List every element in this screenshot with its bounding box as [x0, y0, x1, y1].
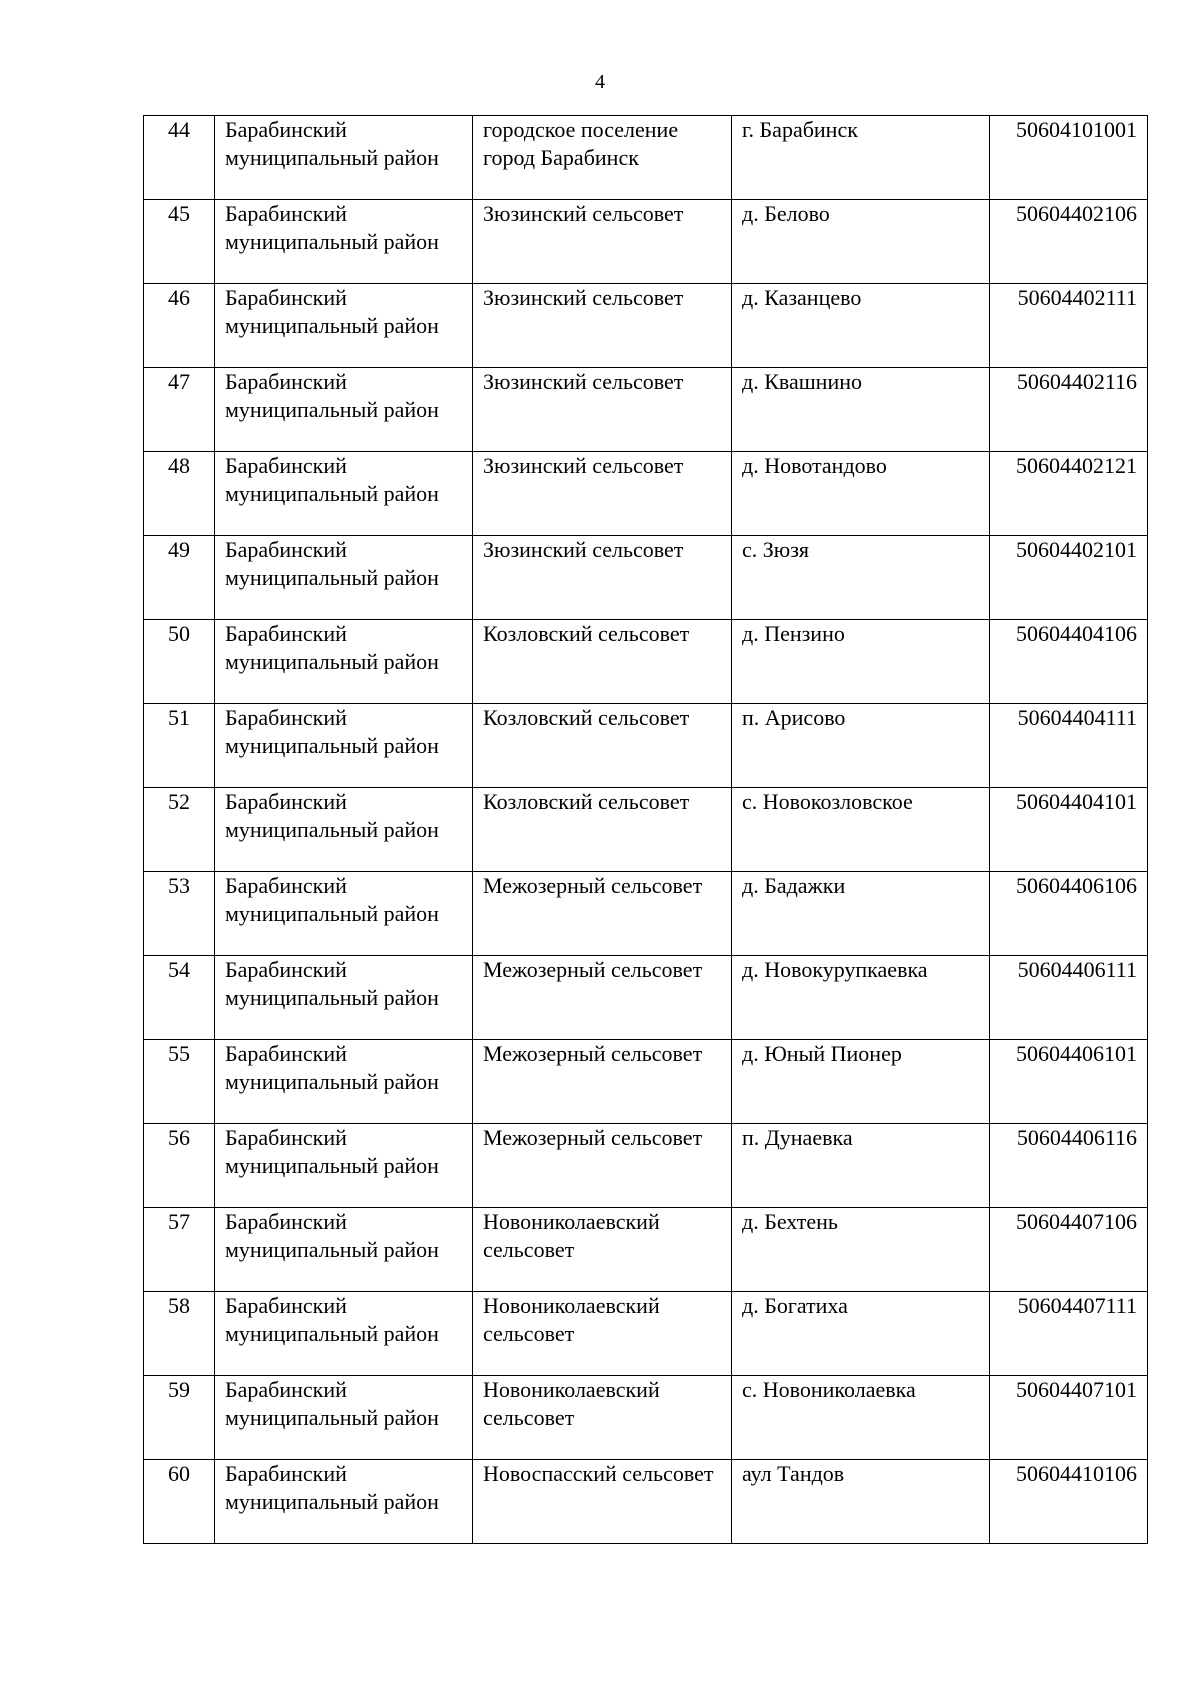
row-number-cell: 48	[144, 452, 215, 536]
table-row	[144, 200, 1148, 284]
row-number-cell: 58	[144, 1292, 215, 1376]
locality-cell: п. Арисово	[732, 704, 990, 788]
settlement-cell: Межозерный сельсовет	[473, 1124, 732, 1208]
district-cell: Барабинский муниципальный район	[215, 1460, 473, 1544]
district-cell: Барабинский муниципальный район	[215, 284, 473, 368]
oktmo-code-cell: 50604404111	[990, 704, 1148, 788]
oktmo-code-cell: 50604402121	[990, 452, 1148, 536]
row-number-cell: 50	[144, 620, 215, 704]
district-cell: Барабинский муниципальный район	[215, 368, 473, 452]
locality-cell: д. Богатиха	[732, 1292, 990, 1376]
table-row	[144, 872, 1148, 956]
row-number-cell: 51	[144, 704, 215, 788]
row-number-cell: 46	[144, 284, 215, 368]
locality-cell: д. Юный Пионер	[732, 1040, 990, 1124]
locality-cell: д. Казанцево	[732, 284, 990, 368]
settlement-cell: Зюзинский сельсовет	[473, 536, 732, 620]
row-number-cell: 45	[144, 200, 215, 284]
locality-cell: д. Бадажки	[732, 872, 990, 956]
settlement-cell: городское поселение город Барабинск	[473, 116, 732, 200]
oktmo-code-cell: 50604402101	[990, 536, 1148, 620]
oktmo-code-cell: 50604406111	[990, 956, 1148, 1040]
settlement-cell: Козловский сельсовет	[473, 788, 732, 872]
row-number-cell: 55	[144, 1040, 215, 1124]
locality-cell: с. Зюзя	[732, 536, 990, 620]
district-cell: Барабинский муниципальный район	[215, 1376, 473, 1460]
settlement-cell: Козловский сельсовет	[473, 704, 732, 788]
district-cell: Барабинский муниципальный район	[215, 116, 473, 200]
district-cell: Барабинский муниципальный район	[215, 1124, 473, 1208]
locality-cell: д. Белово	[732, 200, 990, 284]
table-row	[144, 452, 1148, 536]
table-row	[144, 956, 1148, 1040]
row-number-cell: 60	[144, 1460, 215, 1544]
page-number: 4	[595, 71, 605, 93]
table-row	[144, 284, 1148, 368]
table-row	[144, 1292, 1148, 1376]
locality-cell: д. Бехтень	[732, 1208, 990, 1292]
table-row	[144, 1124, 1148, 1208]
settlement-cell: Зюзинский сельсовет	[473, 452, 732, 536]
district-cell: Барабинский муниципальный район	[215, 704, 473, 788]
district-cell: Барабинский муниципальный район	[215, 620, 473, 704]
table-row	[144, 1040, 1148, 1124]
settlement-cell: Зюзинский сельсовет	[473, 200, 732, 284]
settlement-cell: Зюзинский сельсовет	[473, 284, 732, 368]
row-number-cell: 49	[144, 536, 215, 620]
oktmo-code-cell: 50604406106	[990, 872, 1148, 956]
oktmo-code-cell: 50604406101	[990, 1040, 1148, 1124]
table-row	[144, 620, 1148, 704]
district-cell: Барабинский муниципальный район	[215, 1040, 473, 1124]
settlement-cell: Новониколаевский сельсовет	[473, 1208, 732, 1292]
locality-cell: с. Новокозловское	[732, 788, 990, 872]
table-row	[144, 704, 1148, 788]
table-row	[144, 1376, 1148, 1460]
settlements-table	[143, 115, 1148, 1544]
locality-cell: д. Квашнино	[732, 368, 990, 452]
settlement-cell: Межозерный сельсовет	[473, 956, 732, 1040]
table-row	[144, 536, 1148, 620]
locality-cell: д. Пензино	[732, 620, 990, 704]
table-row	[144, 116, 1148, 200]
oktmo-code-cell: 50604402116	[990, 368, 1148, 452]
oktmo-code-cell: 50604402106	[990, 200, 1148, 284]
district-cell: Барабинский муниципальный район	[215, 452, 473, 536]
district-cell: Барабинский муниципальный район	[215, 1208, 473, 1292]
district-cell: Барабинский муниципальный район	[215, 536, 473, 620]
oktmo-code-cell: 50604410106	[990, 1460, 1148, 1544]
locality-cell: д. Новотандово	[732, 452, 990, 536]
district-cell: Барабинский муниципальный район	[215, 788, 473, 872]
settlement-cell: Новониколаевский сельсовет	[473, 1376, 732, 1460]
oktmo-code-cell: 50604404106	[990, 620, 1148, 704]
row-number-cell: 47	[144, 368, 215, 452]
settlement-cell: Зюзинский сельсовет	[473, 368, 732, 452]
settlement-cell: Межозерный сельсовет	[473, 1040, 732, 1124]
locality-cell: п. Дунаевка	[732, 1124, 990, 1208]
oktmo-code-cell: 50604407101	[990, 1376, 1148, 1460]
settlement-cell: Козловский сельсовет	[473, 620, 732, 704]
table-body	[144, 116, 1148, 1544]
table-row	[144, 788, 1148, 872]
locality-cell: д. Новокурупкаевка	[732, 956, 990, 1040]
oktmo-code-cell: 50604407106	[990, 1208, 1148, 1292]
oktmo-code-cell: 50604406116	[990, 1124, 1148, 1208]
locality-cell: аул Тандов	[732, 1460, 990, 1544]
district-cell: Барабинский муниципальный район	[215, 956, 473, 1040]
oktmo-code-cell: 50604402111	[990, 284, 1148, 368]
row-number-cell: 57	[144, 1208, 215, 1292]
settlement-cell: Новониколаевский сельсовет	[473, 1292, 732, 1376]
oktmo-code-cell: 50604101001	[990, 116, 1148, 200]
settlement-cell: Новоспасский сельсовет	[473, 1460, 732, 1544]
row-number-cell: 59	[144, 1376, 215, 1460]
table-row	[144, 368, 1148, 452]
table-row	[144, 1208, 1148, 1292]
row-number-cell: 44	[144, 116, 215, 200]
oktmo-code-cell: 50604404101	[990, 788, 1148, 872]
settlement-cell: Межозерный сельсовет	[473, 872, 732, 956]
row-number-cell: 56	[144, 1124, 215, 1208]
table-row	[144, 1460, 1148, 1544]
district-cell: Барабинский муниципальный район	[215, 1292, 473, 1376]
district-cell: Барабинский муниципальный район	[215, 200, 473, 284]
row-number-cell: 54	[144, 956, 215, 1040]
district-cell: Барабинский муниципальный район	[215, 872, 473, 956]
locality-cell: с. Новониколаевка	[732, 1376, 990, 1460]
locality-cell: г. Барабинск	[732, 116, 990, 200]
row-number-cell: 53	[144, 872, 215, 956]
oktmo-code-cell: 50604407111	[990, 1292, 1148, 1376]
row-number-cell: 52	[144, 788, 215, 872]
